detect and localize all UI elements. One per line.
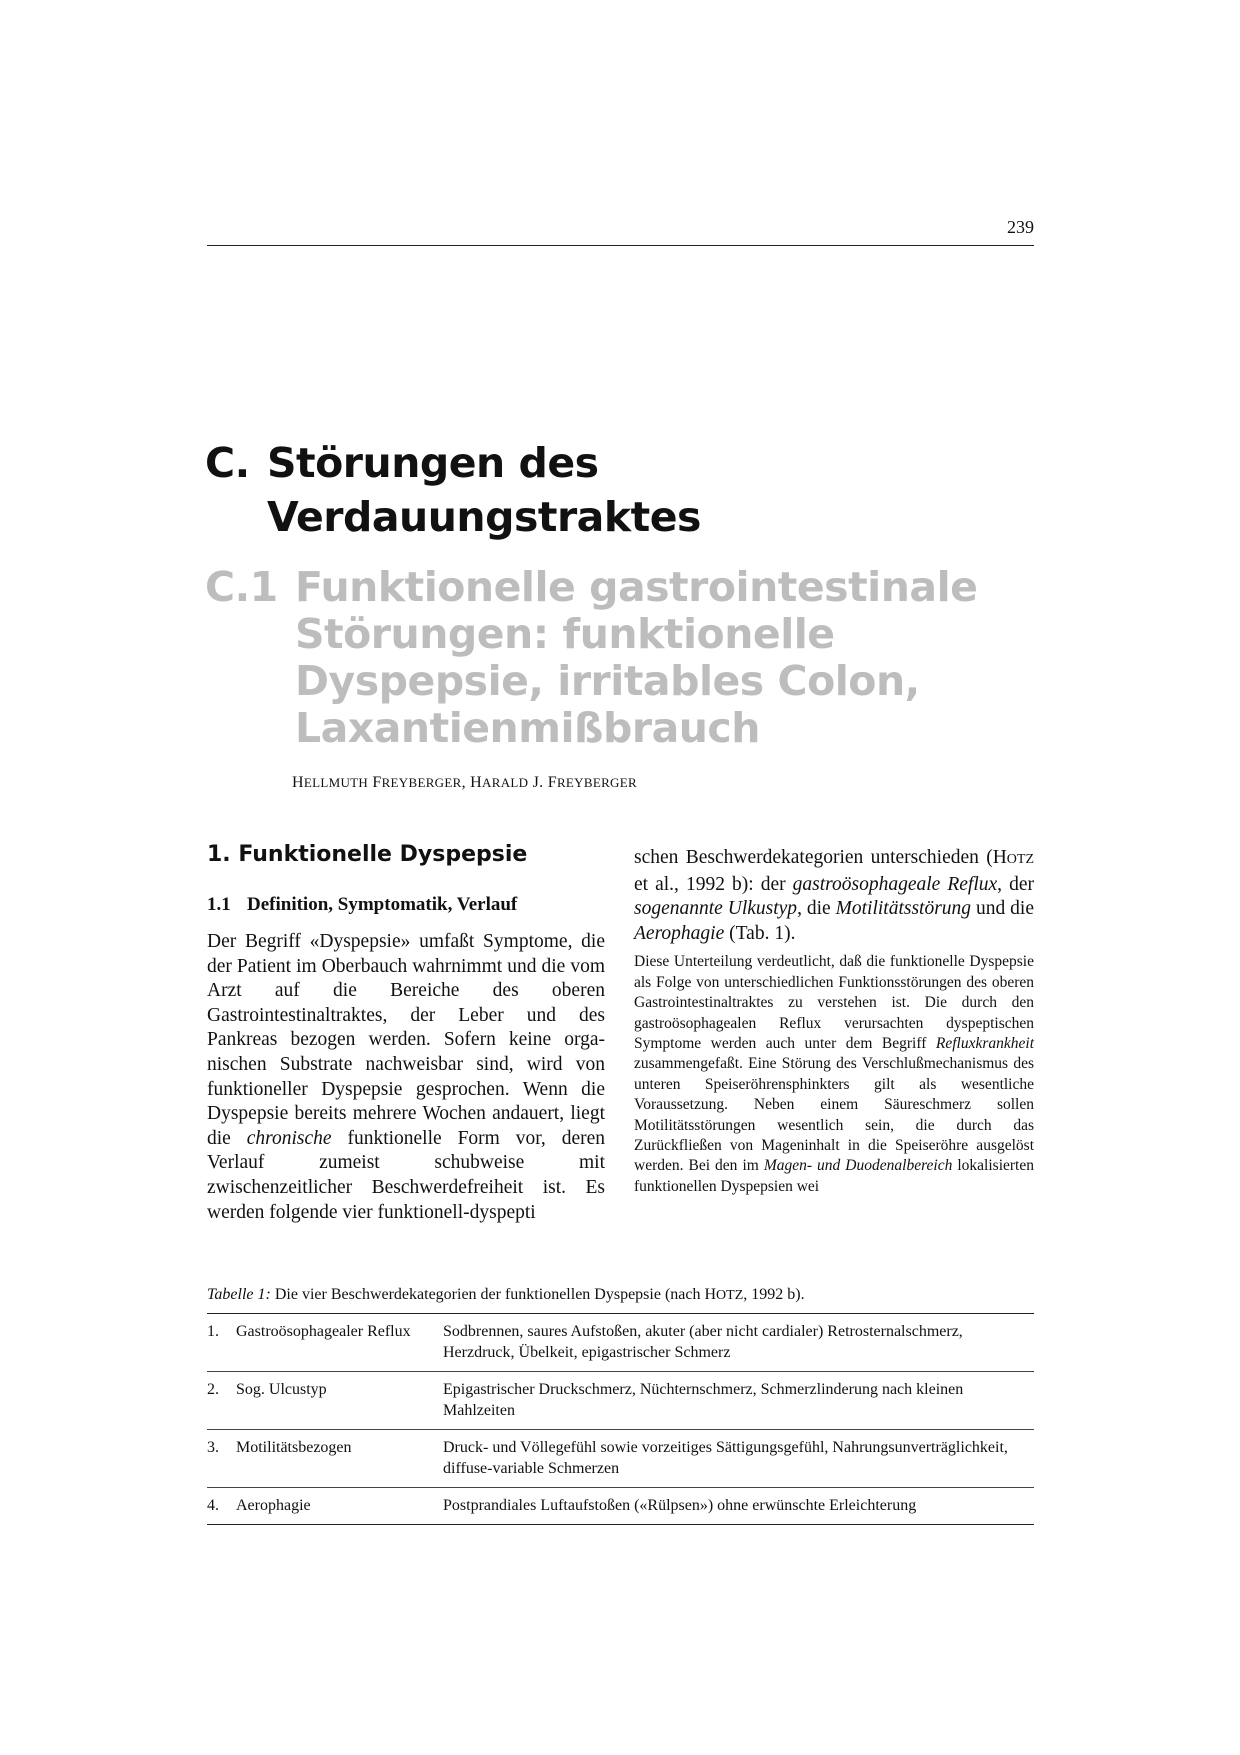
- chapter-title-line1: Störungen des: [267, 439, 599, 487]
- paragraph-emphasis: Aerophagie: [634, 922, 725, 944]
- chapter-title: [205, 436, 701, 544]
- paragraph-text: , die: [797, 898, 836, 920]
- paragraph-text: funktionelle Form vor, deren Verlauf zumeist schubweise mit zwischenzeitlicher Beschwerdefreiheit ist. Es werden folgende vier funktionell-dyspepti: [207, 1127, 605, 1223]
- data-table: [207, 1313, 1034, 1525]
- paragraph-3: [634, 952, 1034, 1197]
- paragraph-emphasis: Magen- und Duodenalbereich: [763, 1157, 953, 1175]
- table-caption-label: Tabelle 1:: [207, 1286, 271, 1303]
- paragraph-text: lokalisierten funktionellen Dyspepsien wei: [634, 1157, 1034, 1195]
- right-column: [634, 846, 1034, 1197]
- paragraph-emphasis: gastroösophageale Reflux: [792, 873, 998, 895]
- section-title-line2: Störungen: funktionelle: [295, 610, 835, 658]
- row-category: Motilitätsbezogen: [236, 1439, 352, 1456]
- left-column: [207, 840, 605, 1225]
- author-text: J.: [528, 774, 548, 791]
- paragraph-emphasis: Motilitätsstörung: [835, 898, 972, 920]
- paragraph-emphasis: sogenannte Ulkustyp: [634, 898, 798, 920]
- page-number: 239: [1007, 217, 1034, 237]
- section-heading: 1. Funktionelle Dyspepsie: [207, 842, 528, 867]
- subsection-title: Definition, Symptomatik, Verlauf: [247, 894, 518, 915]
- section-number: C.1: [205, 563, 278, 611]
- paragraph-text: Diese Unterteilung verdeutlicht, daß die funktionelle Dyspepsie als Folge von unterschiedlichen Funktionsstörungen des oberen Gastrointestinaltraktes zu verstehen ist. Die durch den gastroösophagealen Reflux verursachten dyspeptischen Symptome werden auch unter dem Begriff: [634, 953, 1034, 1052]
- paragraph-text: et al., 1992 b): der: [634, 873, 793, 895]
- author-text: REYBERGER: [381, 775, 462, 790]
- authors: [292, 774, 637, 792]
- row-number: 3.: [207, 1439, 219, 1456]
- subsection-number: 1.1: [207, 894, 231, 915]
- row-description: Sodbrennen, saures Aufstoßen, akuter (aber nicht cardialer) Retrosternalschmerz, Herzdruck, Übelkeit, epigastrischer Schmerz: [443, 1323, 963, 1361]
- subsection-heading: [207, 892, 605, 918]
- author-text: F: [547, 774, 557, 791]
- author-text: ELLMUTH: [303, 775, 369, 790]
- row-number: 4.: [207, 1497, 219, 1514]
- section-title: [205, 564, 977, 752]
- header-rule: [207, 245, 1034, 246]
- paragraph-1: [207, 930, 605, 1225]
- table-row: [207, 1429, 1034, 1487]
- paragraph-text: Der Begriff «Dyspepsie» umfaßt Symptome, die der Patient im Oberbauch wahrnimmt und die vom Arzt auf die Bereiche des oberen Gastrointestinaltraktes, der Leber und des Pankreas bezogen werden. Sofern keine organischen Substrate nachweisbar sind, wird von funktioneller Dyspepsie gesprochen. Wenn die Dyspepsie bereits mehrere Wochen andauert, liegt die: [207, 931, 605, 1149]
- author-separator: ,: [461, 774, 471, 791]
- table-row: [207, 1487, 1034, 1524]
- row-description: Druck- und Völlegefühl sowie vorzeitiges Sättigungsgefühl, Nahrungsunverträglichkeit, diffuse-variable Schmerzen: [443, 1439, 1008, 1477]
- chapter-title-line2: Verdauungstraktes: [267, 493, 701, 541]
- section-title-line4: Laxantienmißbrauch: [295, 704, 760, 752]
- table-caption: [207, 1284, 1034, 1307]
- table-row: [207, 1371, 1034, 1429]
- row-description: Epigastrischer Druckschmerz, Nüchternschmerz, Schmerzlinderung nach kleinen Mahlzeiten: [443, 1381, 964, 1419]
- row-description: Postprandiales Luftaufstoßen («Rülpsen») ohne erwünschte Erleichterung: [443, 1497, 917, 1514]
- paragraph-emphasis: Refluxkrankheit: [935, 1035, 1034, 1052]
- table-row: [207, 1314, 1034, 1371]
- paragraph-text: schen Beschwerdekategorien unterschieden (: [634, 847, 993, 868]
- author-text: REYBERGER: [556, 775, 637, 790]
- row-number: 2.: [207, 1381, 219, 1398]
- row-category: Gastroösophagealer Reflux: [236, 1323, 411, 1340]
- author-text: F: [372, 774, 382, 791]
- chapter-number: C.: [205, 439, 250, 487]
- citation-text: OTZ: [716, 1288, 744, 1303]
- paragraph-text: zusammengefaßt. Eine Störung des Verschlußmechanismus des unteren Speiseröhrensphinkters gilt als wesentliche Voraussetzung. Neben einem Säureschmerz sollen Motilitätsstörungen wesentlich sein, die durch das Zurückfließen von Mageninhalt in die Speiseröhre ausgelöst werden. Bei den im: [634, 1055, 1034, 1175]
- paragraph-text: (Tab. 1).: [724, 922, 796, 944]
- paragraph-text: und die: [971, 898, 1034, 920]
- citation-text: H: [704, 1286, 717, 1303]
- author-text: H: [470, 774, 483, 791]
- paragraph-2: [634, 846, 1034, 946]
- row-category: Sog. Ulcustyp: [236, 1381, 327, 1398]
- citation-text: H: [992, 847, 1007, 868]
- row-category: Aerophagie: [236, 1497, 311, 1514]
- section-title-line1: Funktionelle gastrointestinale: [295, 563, 978, 611]
- section-title-line3: Dyspepsie, irritables Colon,: [295, 657, 920, 705]
- row-number: 1.: [207, 1323, 219, 1340]
- paragraph-text: , der: [997, 873, 1034, 895]
- paragraph-emphasis: chronische: [246, 1127, 332, 1149]
- table-caption-text: Die vier Beschwerdekategorien der funktionellen Dyspepsie (nach: [270, 1286, 705, 1303]
- citation-text: OTZ: [1006, 852, 1034, 867]
- author-text: ARALD: [482, 775, 529, 790]
- author-text: H: [292, 774, 304, 791]
- table-caption-text: , 1992 b).: [743, 1286, 805, 1303]
